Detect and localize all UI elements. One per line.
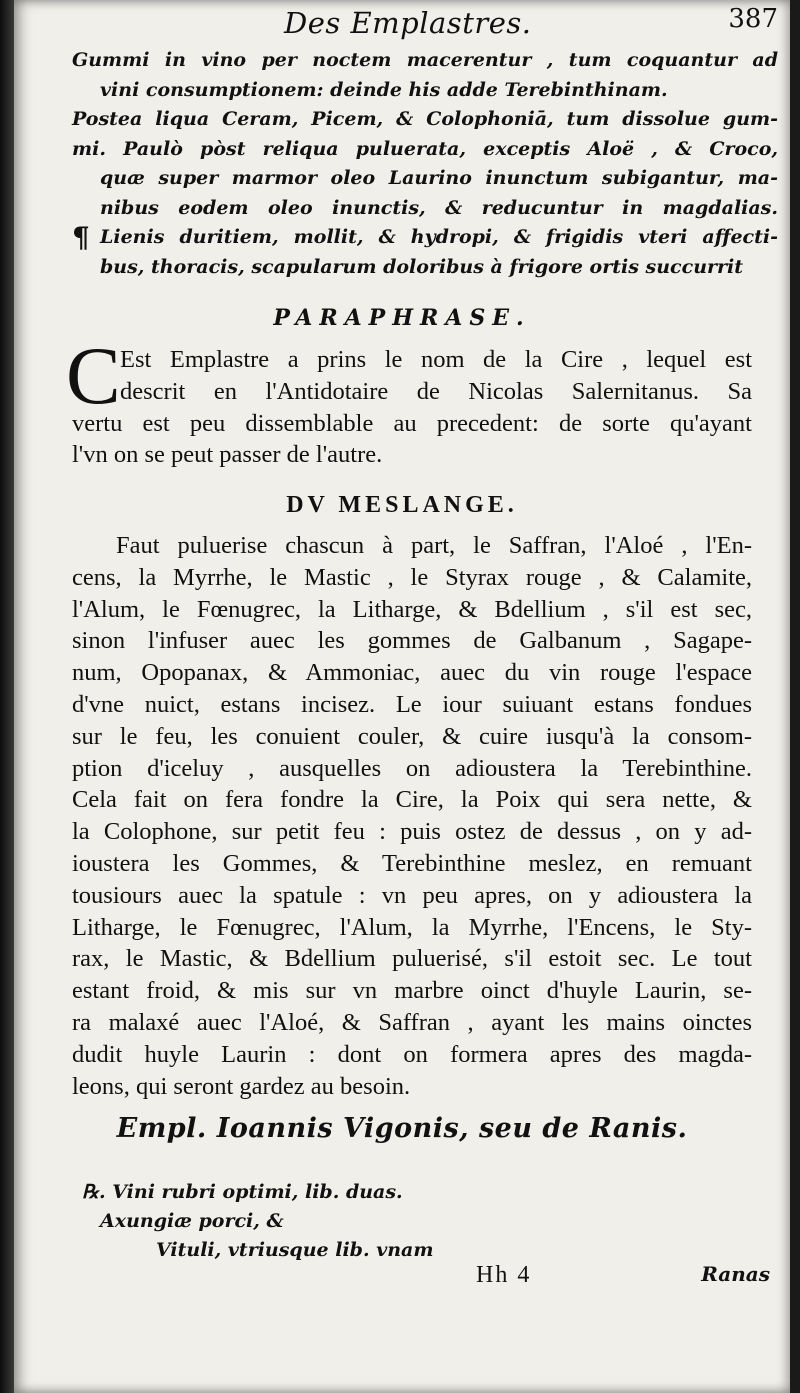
signature-mark: Hh 4 xyxy=(476,1262,532,1288)
text-line: cens, la Myrrhe, le Mastic , le Styrax rouge , & Calamite, xyxy=(72,563,752,591)
recipe-line: Axungiæ porci, & xyxy=(100,1210,284,1232)
text-line: sur le feu, les conuient couler, & cuire iusqu'à la consom- xyxy=(72,722,752,750)
text-line: estant froid, & mis sur vn marbre oinct d'huyle Laurin, se- xyxy=(72,977,752,1005)
text-line: ioustera les Gommes, & Terebinthine meslez, en remuant xyxy=(72,849,752,877)
text-line: Postea liqua Ceram, Picem, & Colophoniā, tum dissolue gum- xyxy=(72,108,778,130)
text-line: Est Emplastre a prins le nom de la Cire , lequel est xyxy=(120,346,752,373)
text-line: Litharge, le Fœnugrec, l'Alum, la Myrrhe, l'Encens, le Sty- xyxy=(72,913,752,941)
book-spine xyxy=(0,0,14,1393)
paraphrase-text xyxy=(72,344,752,471)
text-line: Gummi in vino per noctem macerentur , tum coquantur ad xyxy=(72,49,778,71)
latin-recipe-text xyxy=(72,46,778,282)
text-line: Lienis duritiem, mollit, & hydropi, & frigidis vteri affecti- xyxy=(100,226,778,248)
text-line: ra malaxé auec l'Aloé, & Saffran , ayant les mains oinctes xyxy=(72,1008,752,1036)
text-line: tousiours auec la spatule : vn peu apres, on y adioustera la xyxy=(72,881,752,909)
recipe-line: ℞. Vini rubri optimi, lib. duas. xyxy=(82,1181,403,1203)
book-page xyxy=(14,0,790,1393)
paraphrase-heading: PARAPHRASE. xyxy=(273,305,531,331)
meslange-text xyxy=(72,530,752,1102)
text-line: l'vn on se peut passer de l'autre. xyxy=(72,441,383,469)
text-line: ption d'iceluy , ausquelles on adioustera la Terebinthine. xyxy=(72,754,752,782)
text-line: leons, qui seront gardez au besoin. xyxy=(72,1072,411,1100)
recipe-ingredients xyxy=(82,1178,642,1265)
page-header xyxy=(14,2,790,42)
text-line: d'vne nuict, estans incisez. Le iour suiuant estans fondues xyxy=(72,690,752,718)
text-line: l'Alum, le Fœnugrec, la Litharge, & Bdellium , s'il est sec, xyxy=(72,595,752,623)
text-line: descrit en l'Antidotaire de Nicolas Salernitanus. Sa xyxy=(120,377,752,405)
text-line: num, Opopanax, & Ammoniac, auec du vin rouge l'espace xyxy=(72,659,752,687)
page-number: 387 xyxy=(728,4,778,34)
text-line: vini consumptionem: deinde his adde Terebinthinam. xyxy=(100,78,668,101)
text-line: quæ super marmor oleo Laurino inunctum subigantur, ma- xyxy=(100,167,778,189)
running-title: Des Emplastres. xyxy=(284,6,532,40)
text-line: mi. Paulò pòst reliqua puluerata, exceptis Aloë , & Croco, xyxy=(72,137,778,160)
text-line: rax, le Mastic, & Bdellium puluerisé, s'il estoit sec. Le tout xyxy=(72,945,752,973)
catchword: Ranas xyxy=(701,1262,770,1286)
recipe-line: Vituli, vtriusque lib. vnam xyxy=(156,1239,434,1261)
text-line: Cela fait on fera fondre la Cire, la Poix qui sera nette, & xyxy=(72,786,752,814)
text-line: dudit huyle Laurin : dont on formera apres des magda- xyxy=(72,1040,752,1068)
text-line: sinon l'infuser auec les gommes de Galbanum , Sagape- xyxy=(72,627,752,655)
text-line: Faut puluerise chascun à part, le Saffran, l'Aloé , l'En- xyxy=(116,532,752,559)
text-line: vertu est peu dissemblable au precedent: de sorte qu'ayant xyxy=(72,409,752,437)
text-line: bus, thoracis, scapularum doloribus à frigore ortis succurrit xyxy=(100,255,744,278)
next-section-title: Empl. Ioannis Vigonis, seu de Ranis. xyxy=(116,1113,688,1144)
text-line: la Colophone, sur petit feu : puis ostez de dessus , on y ad- xyxy=(72,818,752,846)
pilcrow-mark: ¶ xyxy=(72,221,90,254)
drop-cap: C xyxy=(66,330,121,421)
text-line: nibus eodem oleo inunctis, & reducuntur in magdalias. xyxy=(100,196,778,219)
meslange-heading: DV MESLANGE. xyxy=(286,492,518,518)
